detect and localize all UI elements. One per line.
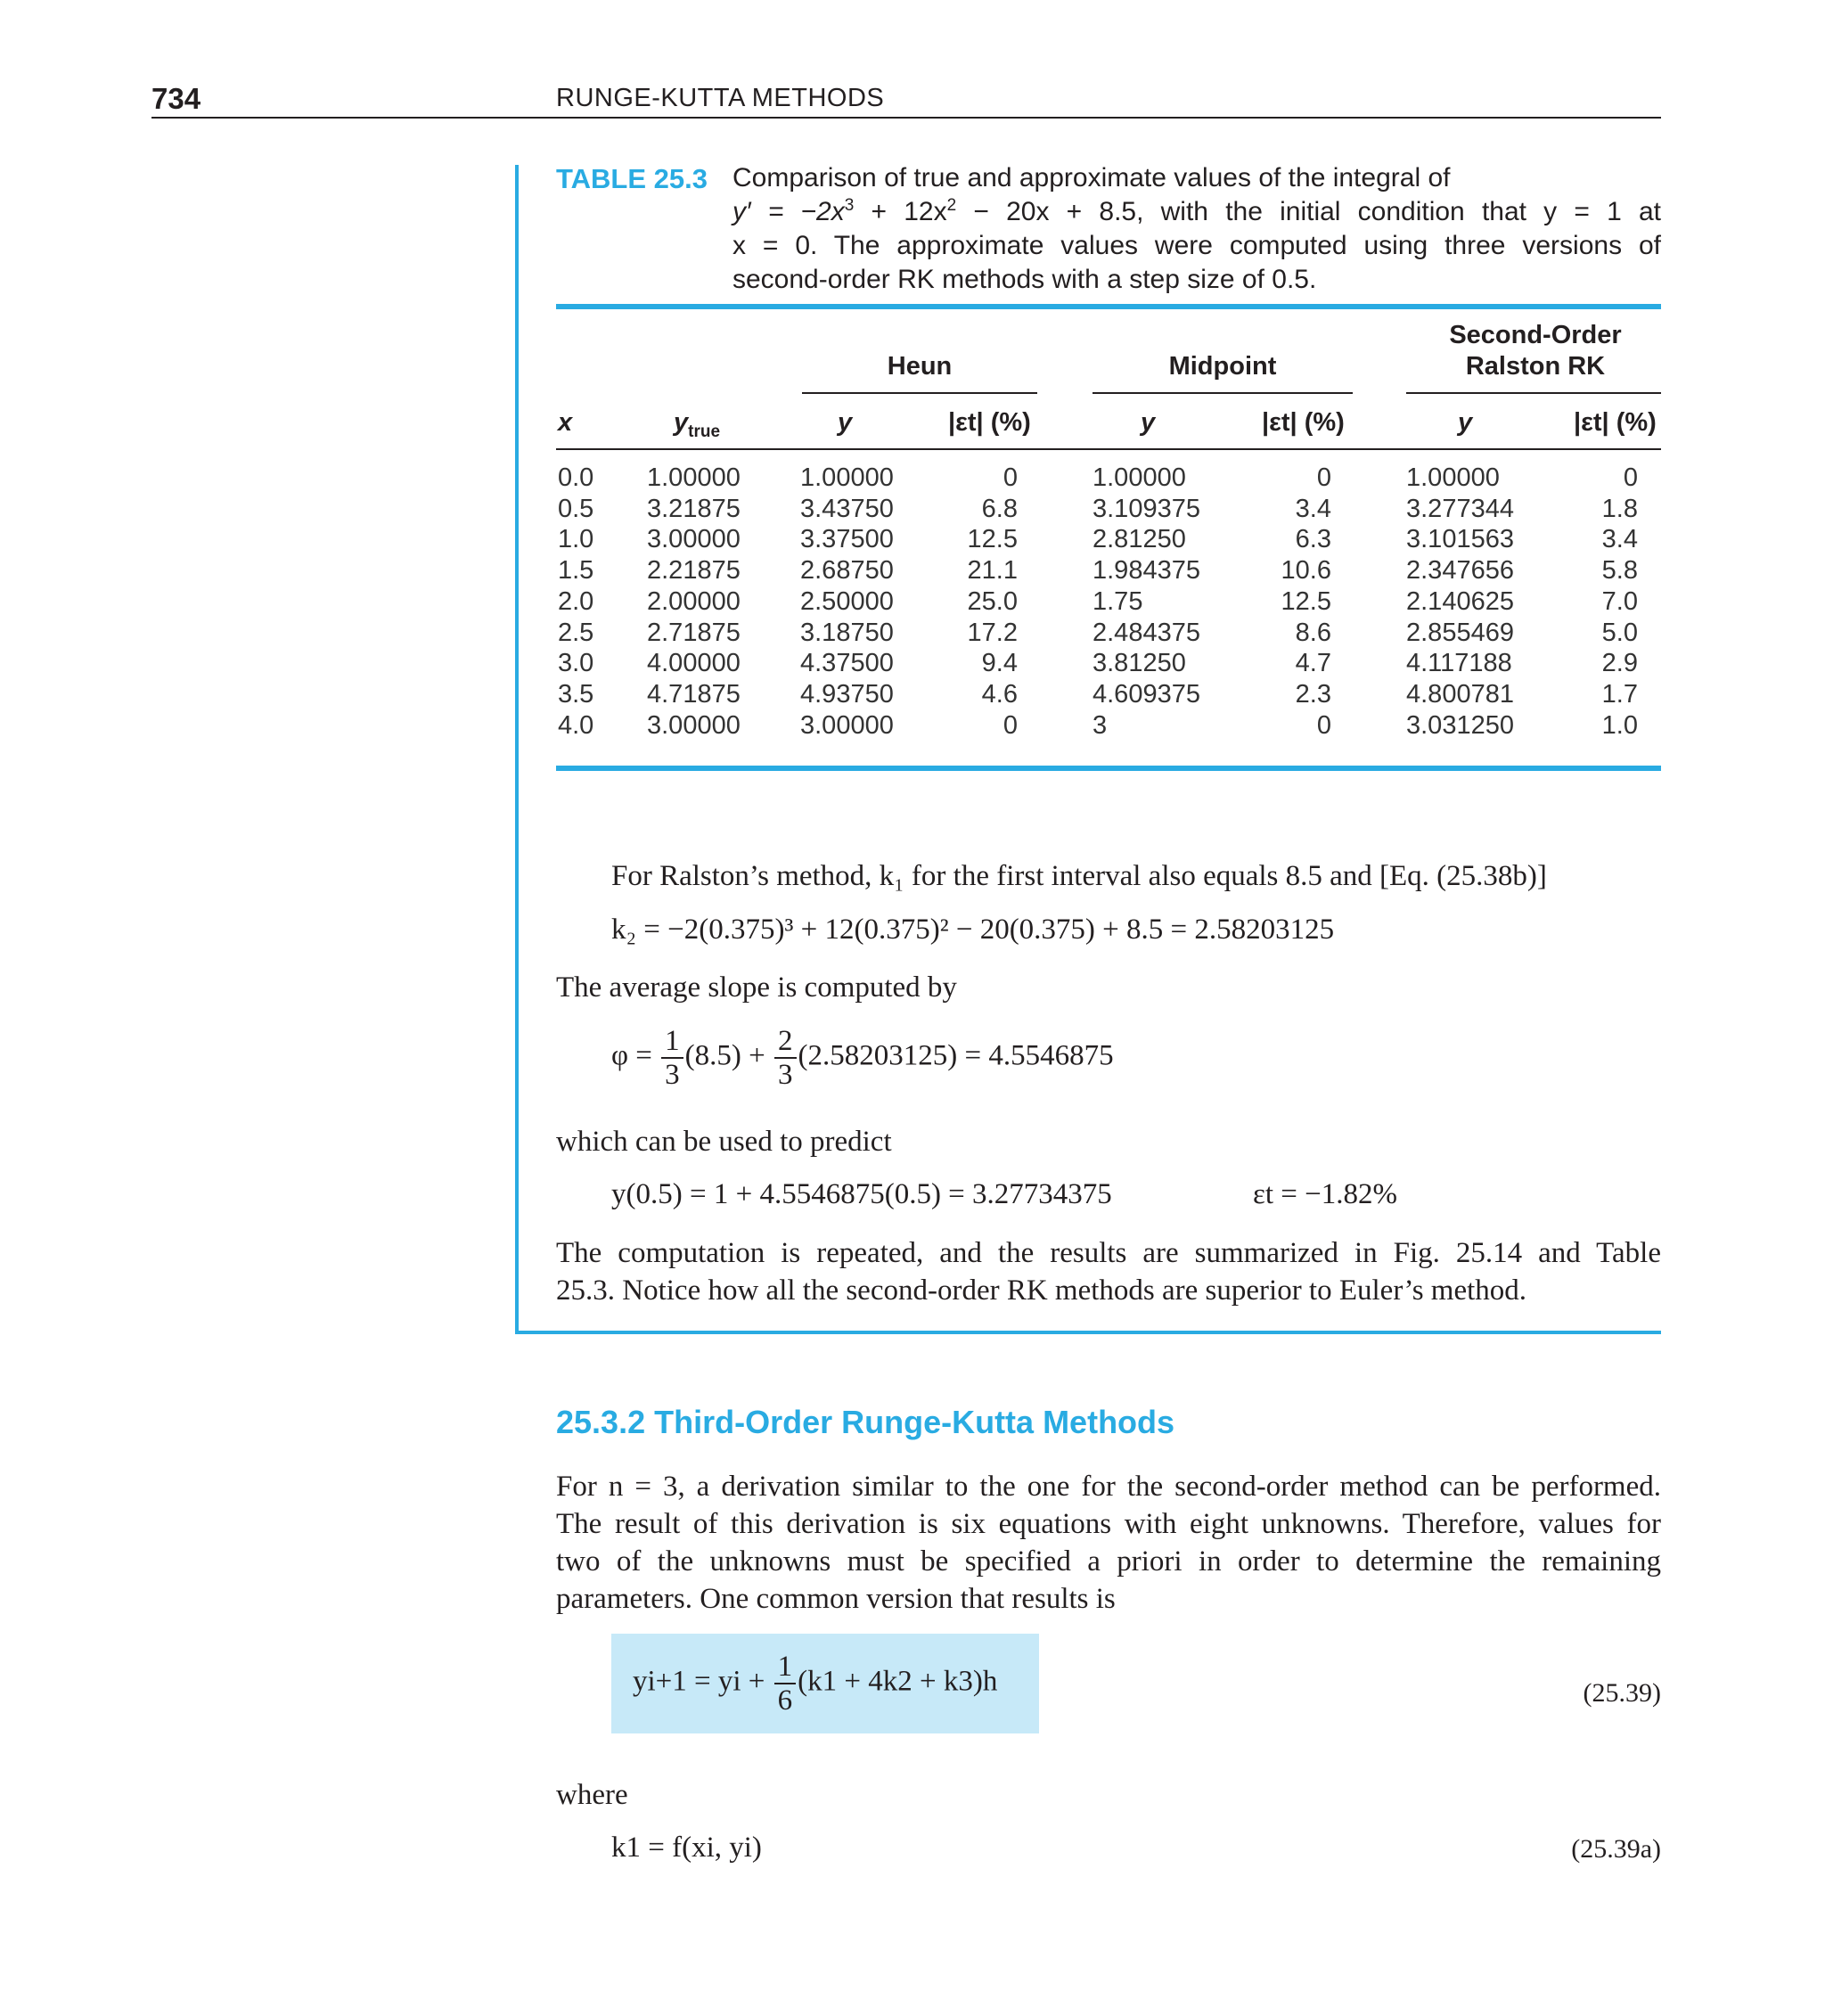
- group-rule-ralston: [1406, 392, 1661, 394]
- cell-mid-y: 3.109375: [1093, 494, 1200, 523]
- group-rule-midpoint: [1093, 392, 1353, 394]
- paragraph-average-slope: The average slope is computed by: [556, 971, 957, 1004]
- cell-ral-y: 1.00000: [1406, 463, 1500, 492]
- phi-mid: (8.5) +: [684, 1039, 765, 1072]
- section-paragraph-line-2: The result of this derivation is six equations with eight unknowns. Therefore, values for: [556, 1508, 1661, 1540]
- paragraph-predict: which can be used to predict: [556, 1126, 892, 1158]
- equation-k2: k₂ = −2(0.375)³ + 12(0.375)² − 20(0.375) + 8.5 = 2.58203125: [611, 914, 1335, 946]
- cell-ral-err: 1.0: [1601, 710, 1638, 740]
- caption-eq-part-a: y′ = −2x: [732, 197, 845, 226]
- cell-heun-y: 3.43750: [800, 494, 894, 523]
- cell-ral-err: 7.0: [1601, 586, 1638, 616]
- col-header-ral-y: [1458, 408, 1472, 438]
- phi-den-1: 3: [665, 1059, 680, 1091]
- cell-ytrue: 4.00000: [647, 649, 741, 678]
- page-number: 734: [151, 82, 201, 115]
- phi-rhs: (2.58203125) = 4.5546875: [798, 1039, 1114, 1072]
- group-rule-heun: [802, 392, 1037, 394]
- paragraph-summary-line-1: The computation is repeated, and the results are summarized in Fig. 25.14 and Table: [556, 1237, 1661, 1269]
- cell-ral-y: 2.855469: [1406, 618, 1514, 647]
- col-header-heun-y: [838, 408, 852, 438]
- cell-mid-err: 8.6: [1295, 618, 1331, 647]
- cell-mid-err: 4.7: [1295, 649, 1331, 678]
- cell-ytrue: 3.00000: [647, 710, 741, 740]
- caption-eq-part-c: − 20x + 8.5, with the initial condition that y = 1 at: [956, 197, 1661, 226]
- cell-mid-y: 1.75: [1093, 586, 1143, 616]
- cell-heun-err: 17.2: [967, 618, 1018, 647]
- table-caption-line-4: second-order RK methods with a step size of 0.5.: [732, 265, 1317, 294]
- cell-x: 1.0: [558, 525, 594, 554]
- equation-error: εt = −1.82%: [1253, 1178, 1397, 1210]
- caption-eq-part-b: + 12x: [854, 197, 947, 226]
- cell-ral-y: 4.117188: [1406, 649, 1512, 678]
- cell-ral-y: 3.031250: [1406, 710, 1514, 740]
- phi-num-1: 1: [661, 1025, 683, 1059]
- cell-mid-y: 1.00000: [1093, 463, 1186, 492]
- equation-k1: k1 = f(xi, yi): [611, 1832, 762, 1864]
- cell-ytrue: 1.00000: [647, 463, 741, 492]
- cell-ral-y: 4.800781: [1406, 679, 1514, 709]
- cell-ral-err: 5.8: [1601, 556, 1638, 586]
- cell-x: 3.0: [558, 649, 594, 678]
- cell-ral-y: 3.277344: [1406, 494, 1514, 523]
- col-header-ral-err: |εt| (%): [1574, 408, 1657, 437]
- group-header-heun: Heun: [887, 352, 953, 381]
- rk3-fraction: [774, 1651, 797, 1717]
- col-header-mid-err: |εt| (%): [1262, 408, 1345, 437]
- cell-x: 1.5: [558, 556, 594, 586]
- cell-ytrue: 2.71875: [647, 618, 741, 647]
- cell-ral-err: 0: [1623, 463, 1638, 492]
- cell-ral-err: 3.4: [1601, 525, 1638, 554]
- section-paragraph-line-1: For n = 3, a derivation similar to the one for the second-order method can be performed.: [556, 1471, 1661, 1503]
- cell-x: 2.5: [558, 618, 594, 647]
- cell-ral-y: 2.140625: [1406, 586, 1514, 616]
- paragraph-summary-line-2: 25.3. Notice how all the second-order RK methods are superior to Euler’s method.: [556, 1274, 1527, 1307]
- table-label: TABLE 25.3: [556, 163, 708, 194]
- example-bottom-rule: [515, 1331, 1661, 1334]
- cell-heun-y: 4.93750: [800, 679, 894, 709]
- rk3-lhs: yi+1 = yi +: [633, 1665, 765, 1698]
- rk3-den: 6: [777, 1684, 793, 1717]
- phi-lhs: φ =: [611, 1039, 652, 1072]
- col-header-ytrue-sub: true: [688, 422, 721, 441]
- example-side-rule: [515, 165, 519, 1333]
- col-header-mid-y-text: y: [1141, 408, 1156, 437]
- cell-mid-err: 10.6: [1281, 556, 1331, 586]
- phi-den-2: 3: [778, 1059, 793, 1091]
- cell-heun-err: 0: [1003, 463, 1018, 492]
- section-paragraph-line-3: two of the unknowns must be specified a priori in order to determine the remaining: [556, 1545, 1661, 1578]
- cell-heun-err: 12.5: [967, 525, 1018, 554]
- cell-ytrue: 2.00000: [647, 586, 741, 616]
- running-head: RUNGE-KUTTA METHODS: [556, 84, 885, 112]
- cell-heun-err: 6.8: [981, 494, 1018, 523]
- cell-heun-err: 25.0: [967, 586, 1018, 616]
- col-header-heun-err: |εt| (%): [948, 408, 1031, 437]
- cell-mid-y: 3: [1093, 710, 1108, 740]
- section-paragraph-line-4: parameters. One common version that results is: [556, 1583, 1116, 1615]
- cell-heun-err: 21.1: [967, 556, 1018, 586]
- cell-ytrue: 3.21875: [647, 494, 741, 523]
- equation-y05: y(0.5) = 1 + 4.5546875(0.5) = 3.27734375: [611, 1178, 1112, 1210]
- cell-x: 0.5: [558, 494, 594, 523]
- table-caption-line-3: x = 0. The approximate values were computed using three versions of: [732, 231, 1661, 260]
- caption-eq-sup-1: 3: [844, 196, 855, 215]
- cell-x: 0.0: [558, 463, 594, 492]
- cell-heun-y: 3.37500: [800, 525, 894, 554]
- col-header-mid-y: [1141, 408, 1155, 438]
- cell-ral-y: 3.101563: [1406, 525, 1514, 554]
- cell-mid-err: 6.3: [1295, 525, 1331, 554]
- cell-heun-y: 4.37500: [800, 649, 894, 678]
- cell-ytrue: 2.21875: [647, 556, 741, 586]
- col-header-x-text: x: [558, 408, 573, 437]
- cell-x: 4.0: [558, 710, 594, 740]
- cell-heun-err: 9.4: [981, 649, 1018, 678]
- cell-mid-err: 0: [1316, 463, 1331, 492]
- col-header-ytrue-base: y: [674, 408, 689, 437]
- col-header-ral-y-text: y: [1458, 408, 1473, 437]
- group-header-midpoint: Midpoint: [1168, 352, 1277, 381]
- cell-heun-y: 2.50000: [800, 586, 894, 616]
- cell-mid-y: 4.609375: [1093, 679, 1200, 709]
- header-bottom-rule: [556, 448, 1661, 450]
- table-caption-line-1: Comparison of true and approximate values of the integral of: [732, 163, 1451, 193]
- cell-ral-err: 1.8: [1601, 494, 1638, 523]
- cell-heun-err: 0: [1003, 710, 1018, 740]
- cell-mid-y: 3.81250: [1093, 649, 1186, 678]
- col-header-ytrue: [674, 408, 720, 442]
- cell-mid-err: 0: [1316, 710, 1331, 740]
- equation-phi: [611, 1025, 1114, 1091]
- cell-heun-y: 2.68750: [800, 556, 894, 586]
- cell-x: 3.5: [558, 679, 594, 709]
- cell-ytrue: 4.71875: [647, 679, 741, 709]
- col-header-x: [558, 408, 572, 438]
- where-label: where: [556, 1779, 628, 1811]
- rk3-rhs: (k1 + 4k2 + k3)h: [798, 1665, 998, 1698]
- equation-number-25-39a: (25.39a): [1571, 1834, 1661, 1864]
- paragraph-ralston: For Ralston’s method, k₁ for the first interval also equals 8.5 and [Eq. (25.38b)]: [611, 860, 1547, 892]
- cell-ral-err: 2.9: [1601, 649, 1638, 678]
- cell-x: 2.0: [558, 586, 594, 616]
- rk3-num: 1: [774, 1651, 797, 1684]
- col-header-heun-y-text: y: [838, 408, 853, 437]
- phi-num-2: 2: [774, 1025, 797, 1059]
- table-bottom-rule: [556, 766, 1661, 771]
- cell-ral-err: 1.7: [1601, 679, 1638, 709]
- table-top-rule: [556, 304, 1661, 309]
- phi-fraction-1: [661, 1025, 683, 1091]
- group-header-ralston-line1: Second-Order: [1449, 321, 1622, 349]
- cell-mid-err: 2.3: [1295, 679, 1331, 709]
- cell-mid-err: 3.4: [1295, 494, 1331, 523]
- cell-heun-y: 3.00000: [800, 710, 894, 740]
- header-rule: [151, 117, 1661, 119]
- phi-fraction-2: [774, 1025, 797, 1091]
- cell-ytrue: 3.00000: [647, 525, 741, 554]
- group-header-ralston-line2: Ralston RK: [1465, 352, 1606, 381]
- cell-heun-y: 3.18750: [800, 618, 894, 647]
- cell-mid-y: 2.484375: [1093, 618, 1200, 647]
- caption-eq-sup-2: 2: [946, 196, 957, 215]
- cell-mid-y: 2.81250: [1093, 525, 1186, 554]
- cell-mid-err: 12.5: [1281, 586, 1331, 616]
- cell-heun-err: 4.6: [981, 679, 1018, 709]
- cell-mid-y: 1.984375: [1093, 556, 1200, 586]
- table-caption-line-2: [732, 195, 1661, 229]
- equation-number-25-39: (25.39): [1583, 1678, 1661, 1708]
- section-heading: 25.3.2 Third-Order Runge-Kutta Methods: [556, 1404, 1175, 1440]
- equation-rk3: [633, 1651, 997, 1717]
- cell-heun-y: 1.00000: [800, 463, 894, 492]
- cell-ral-y: 2.347656: [1406, 556, 1514, 586]
- cell-ral-err: 5.0: [1601, 618, 1638, 647]
